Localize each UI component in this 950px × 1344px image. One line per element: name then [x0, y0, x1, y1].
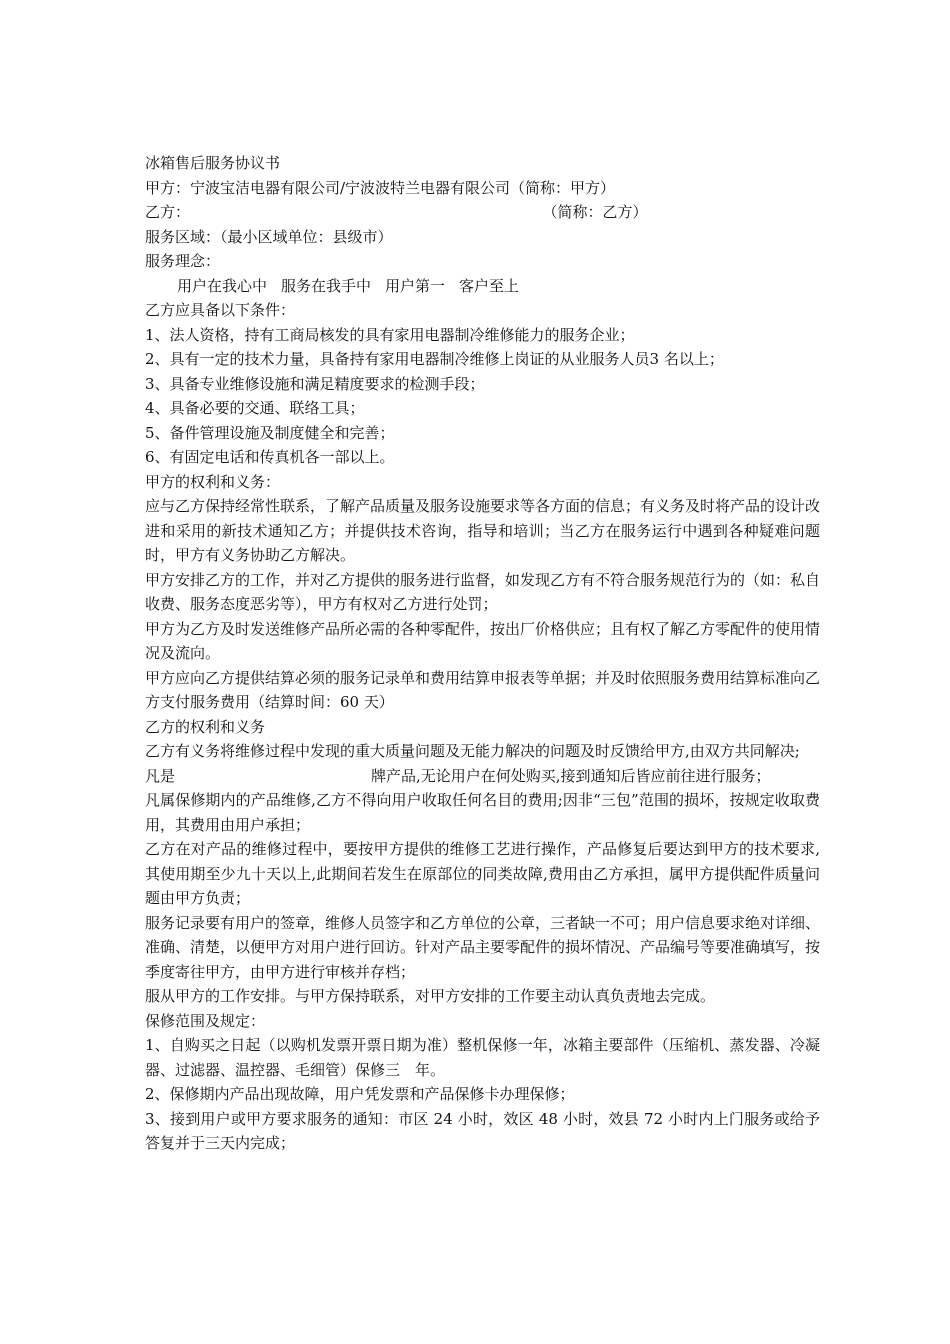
party-a-line: 甲方：宁波宝洁电器有限公司/宁波波特兰电器有限公司（简称：甲方）	[145, 178, 616, 197]
party-b-rights-paragraph: 服从甲方的工作安排。与甲方保持联系，对甲方安排的工作要主动认真负责地去完成。	[145, 987, 716, 1005]
warranty-item: 2、保修期内产品出现故障，用户凭发票和产品保修卡办理保修；	[145, 1085, 575, 1103]
party-b-rights-heading: 乙方的权利和义务	[145, 717, 266, 736]
document-title: 冰箱售后服务协议书	[145, 154, 281, 172]
condition-item: 6、有固定电话和传真机各一部以上。	[145, 448, 395, 466]
brand-line-prefix: 凡是	[145, 766, 176, 785]
party-b-rights-paragraph: 乙方有义务将维修过程中发现的重大质量问题及无能力解决的问题及时反馈给甲方,由双方共同解决;	[145, 742, 800, 760]
party-b-rights-paragraph: 服务记录要有用户的签章，维修人员签字和乙方单位的公章，三者缺一不可；用户信息要求绝对详细、准确、清楚，以便甲方对用户进行回访。针对产品主要零配件的损坏情况、产品编号等要准确填写，按季度寄往甲方，由甲方进行审核并存档；	[145, 913, 821, 981]
condition-item: 4、具备必要的交通、联络工具；	[145, 399, 365, 417]
condition-item: 3、具备专业维修设施和满足精度要求的检测手段；	[145, 374, 485, 393]
party-b-label: 乙方：	[145, 203, 191, 221]
service-slogans	[145, 274, 820, 299]
slogan-item: 用户在我心中	[177, 276, 268, 295]
party-a-rights-paragraph: 甲方安排乙方的工作，并对乙方提供的服务进行监督，如发现乙方有不符合服务规范行为的（如：私自收费、服务态度恶劣等），甲方有权对乙方进行处罚；	[145, 570, 821, 613]
brand-service-line	[145, 764, 820, 789]
slogan-item: 用户第一	[385, 276, 446, 295]
party-b-rights-paragraph: 凡属保修期内的产品维修,乙方不得向用户收取任何名目的费用;因非“三包”范围的损坏，按规定收取费用，其费用由用户承担；	[145, 791, 820, 834]
party-b-abbreviation: （简称：乙方）	[550, 203, 648, 221]
condition-item: 2、具有一定的技术力量，具备持有家用电器制冷维修上岗证的从业服务人员3 名以上；	[145, 350, 724, 368]
party-a-rights-heading: 甲方的权利和义务：	[145, 472, 281, 491]
conditions-heading: 乙方应具备以下条件：	[145, 301, 296, 319]
philosophy-heading: 服务理念：	[145, 252, 221, 270]
party-b-line	[145, 200, 820, 225]
slogan-item: 服务在我手中	[281, 276, 372, 295]
party-b-rights-paragraph: 乙方在对产品的维修过程中，要按甲方提供的维修工艺进行操作，产品修复后要达到甲方的技术要求,其使用期至少九十天以上,此期间若发生在原部位的同类故障,费用由乙方承担，属甲方提供配件质量问题由甲方负责；	[145, 840, 820, 907]
slogan-item: 客户至上	[459, 276, 520, 295]
agreement-body	[145, 151, 820, 1156]
party-a-rights-paragraph: 甲方应向乙方提供结算必须的服务记录单和费用结算申报表等单据；并及时依照服务费用结算标准向乙方支付服务费用（结算时间：60 天）	[145, 668, 821, 711]
warranty-heading: 保修范围及规定：	[145, 1011, 266, 1030]
party-a-rights-paragraph: 甲方为乙方及时发送维修产品所必需的各种零配件，按出厂价格供应；且有权了解乙方零配件的使用情况及流向。	[145, 619, 821, 662]
condition-item: 1、法人资格，持有工商局核发的具有家用电器制冷维修能力的服务企业；	[145, 325, 635, 344]
condition-item: 5、备件管理设施及制度健全和完善；	[145, 423, 395, 442]
warranty-item: 1、自购买之日起（以购机发票开票日期为准）整机保修一年，冰箱主要部件（压缩机、蒸发器、冷凝器、过滤器、温控器、毛细管）保修三 年。	[145, 1036, 820, 1079]
brand-line-suffix: 牌产品,无论用户在何处购买,接到通知后皆应前往进行服务；	[371, 766, 771, 785]
warranty-item: 3、接到用户或甲方要求服务的通知：市区 24 小时，效区 48 小时，效县 72 小时内上门服务或给予答复并于三天内完成；	[145, 1109, 820, 1152]
party-a-rights-paragraph: 应与乙方保持经常性联系，了解产品质量及服务设施要求等各方面的信息；有义务及时将产品的设计改进和采用的新技术通知乙方；并提供技术咨询，指导和培训；当乙方在服务运行中遇到各种疑难问题时，甲方有义务协助乙方解决。	[145, 497, 821, 564]
service-area-line: 服务区域：（最小区域单位：县级市）	[145, 227, 393, 246]
